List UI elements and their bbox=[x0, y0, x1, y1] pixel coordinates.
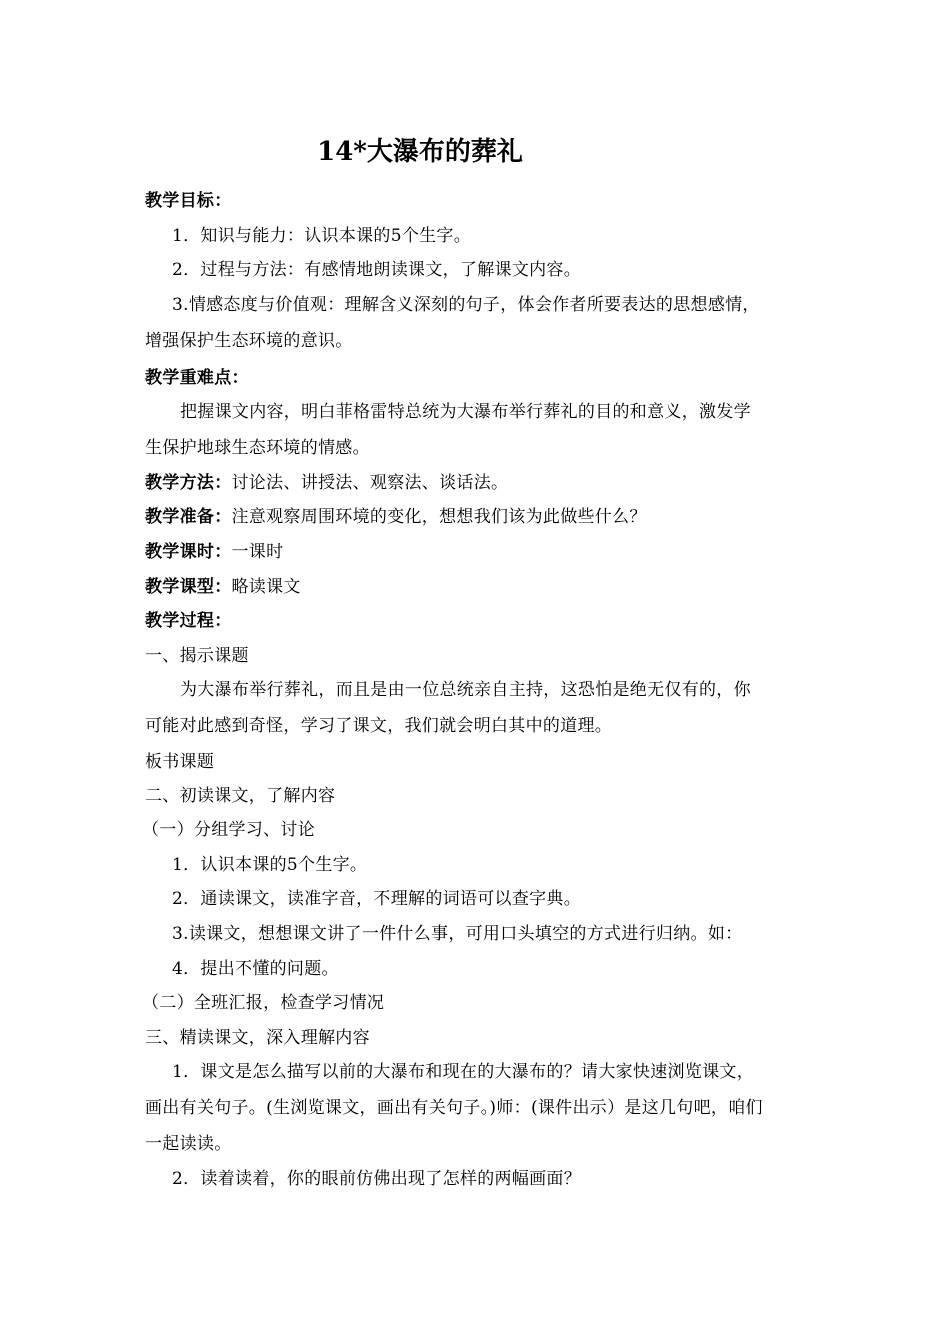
preparation-value: 注意观察周围环境的变化，想想我们该为此做些什么？ bbox=[231, 507, 647, 527]
section-2-item-1: 1．认识本课的5个生字。 bbox=[172, 855, 368, 875]
goals-item-1: 1．知识与能力：认识本课的5个生字。 bbox=[172, 226, 472, 246]
method-row bbox=[145, 472, 508, 494]
method-value: 讨论法、讲授法、观察法、谈话法。 bbox=[231, 473, 509, 493]
section-1-paragraph-line-1: 为大瀑布举行葬礼，而且是由一位总统亲自主持，这恐怕是绝无仅有的，你 bbox=[180, 680, 751, 700]
page-title: 14*大瀑布的葬礼 bbox=[317, 137, 523, 167]
key-points-line-1: 把握课文内容，明白菲格雷特总统为大瀑布举行葬礼的目的和意义，激发学 bbox=[180, 402, 751, 422]
section-3-item-1-line-3: 一起读读。 bbox=[145, 1134, 232, 1154]
lesson-type-value: 略读课文 bbox=[231, 577, 301, 597]
section-2-item-2: 2．通读课文，读准字音，不理解的词语可以查字典。 bbox=[172, 889, 582, 909]
preparation-row bbox=[145, 506, 647, 528]
goals-heading: 教学目标： bbox=[145, 191, 232, 211]
lesson-type-label: 教学课型： bbox=[145, 577, 232, 597]
section-1-title: 一、揭示课题 bbox=[145, 646, 249, 666]
method-label: 教学方法： bbox=[145, 473, 232, 493]
section-2-subheading-2: （二）全班汇报，检查学习情况 bbox=[142, 993, 385, 1013]
goals-item-2: 2．过程与方法：有感情地朗读课文，了解课文内容。 bbox=[172, 260, 582, 280]
section-2-subheading-1: （一）分组学习、讨论 bbox=[142, 820, 315, 840]
key-points-line-2: 生保护地球生态环境的情感。 bbox=[145, 438, 370, 458]
hours-label: 教学课时： bbox=[145, 542, 232, 562]
process-heading: 教学过程： bbox=[145, 611, 232, 631]
hours-value: 一课时 bbox=[231, 542, 284, 562]
section-2-item-3: 3.读课文，想想课文讲了一件什么事，可用口头填空的方式进行归纳。如： bbox=[172, 924, 743, 944]
section-3-item-2: 2．读着读着，你的眼前仿佛出现了怎样的两幅画面？ bbox=[172, 1169, 582, 1189]
section-3-item-1-line-1: 1．课文是怎么描写以前的大瀑布和现在的大瀑布的？请大家快速浏览课文， bbox=[172, 1062, 755, 1082]
section-3-item-1-line-2: 画出有关句子。(生浏览课文，画出有关句子。)师：(课件出示）是这几句吧，咱们 bbox=[145, 1098, 763, 1118]
key-points-heading: 教学重难点： bbox=[145, 368, 249, 388]
preparation-label: 教学准备： bbox=[145, 507, 232, 527]
section-3-title: 三、精读课文，深入理解内容 bbox=[145, 1028, 370, 1048]
lesson-type-row bbox=[145, 576, 301, 598]
goals-item-3-line-1: 3.情感态度与价值观：理解含义深刻的句子，体会作者所要表达的思想感情， bbox=[172, 295, 760, 315]
hours-row bbox=[145, 541, 283, 563]
section-2-item-4: 4．提出不懂的问题。 bbox=[172, 959, 339, 979]
section-1-board: 板书课题 bbox=[145, 752, 215, 772]
section-2-title: 二、初读课文，了解内容 bbox=[145, 786, 336, 806]
section-1-paragraph-line-2: 可能对此感到奇怪，学习了课文，我们就会明白其中的道理。 bbox=[145, 716, 613, 736]
goals-item-3-line-2: 增强保护生态环境的意识。 bbox=[145, 331, 353, 351]
